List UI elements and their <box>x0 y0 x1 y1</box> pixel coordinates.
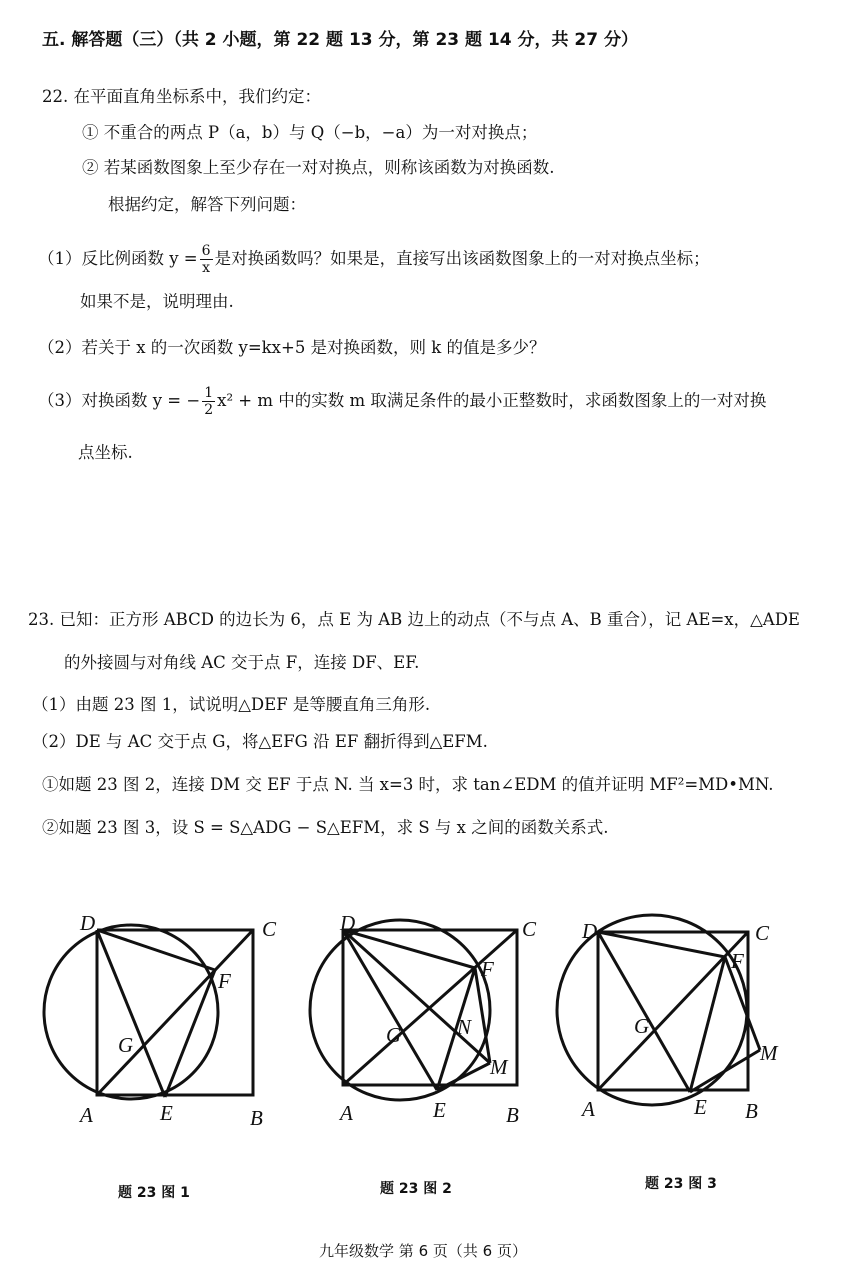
label-g: G <box>118 1033 134 1057</box>
q23-part2-2: ②如题 23 图 3，设 S = S△ADG − S△EFM，求 S 与 x 之间的函数关系式. <box>42 818 609 837</box>
label-c: C <box>262 917 277 941</box>
q22-lead: 根据约定，解答下列问题： <box>108 195 306 214</box>
label-a: A <box>80 1103 93 1127</box>
figure-3-caption: 题 23 图 3 <box>645 1176 717 1192</box>
figure-2 <box>310 920 517 1100</box>
q22-rule2: ② 若某函数图象上至少存在一对对换点，则称该函数为对换函数. <box>82 158 555 177</box>
label-n: N <box>457 1015 472 1039</box>
label-b: B <box>506 1103 519 1127</box>
q22-part1-a: （1）反比例函数 y = <box>38 249 198 268</box>
q22-part1-b: 是对换函数吗？如果是，直接写出该函数图象上的一对对换点坐标； <box>214 249 710 268</box>
label-g: G <box>386 1023 402 1047</box>
figure-1 <box>44 925 253 1099</box>
figure-2-caption: 题 23 图 2 <box>380 1181 452 1197</box>
label-d: D <box>340 911 356 935</box>
denominator: x <box>202 260 211 276</box>
diagonal-ac <box>598 932 748 1090</box>
label-e: E <box>694 1095 707 1119</box>
segment-ef <box>690 957 725 1092</box>
label-a: A <box>340 1101 353 1125</box>
figure-1-caption: 题 23 图 1 <box>118 1185 190 1201</box>
denominator: 2 <box>204 402 214 418</box>
label-d: D <box>80 911 96 935</box>
label-e: E <box>160 1101 173 1125</box>
label-b: B <box>745 1099 758 1123</box>
page-footer: 九年级数学 第 6 页（共 6 页） <box>319 1242 527 1260</box>
label-f: F <box>731 949 744 973</box>
q22-part1-c: 如果不是，说明理由. <box>80 292 234 311</box>
label-f: F <box>218 969 231 993</box>
q22-part3-b: x² + m 中的实数 m 取满足条件的最小正整数时，求函数图象上的一对对换 <box>217 391 767 410</box>
q23-part2-1: ①如题 23 图 2，连接 DM 交 EF 于点 N. 当 x=3 时，求 tan∠EDM 的值并证明 MF²=MD•MN. <box>42 775 774 794</box>
label-d: D <box>582 919 598 943</box>
segment-de <box>97 930 165 1097</box>
q22-part3-c: 点坐标. <box>78 443 133 462</box>
q22-rule1: ① 不重合的两点 P（a，b）与 Q（−b，−a）为一对对换点； <box>82 123 538 142</box>
q22-part3-a: （3）对换函数 y = − <box>38 391 201 410</box>
section-heading: 五. 解答题（三）（共 2 小题，第 22 题 13 分，第 23 题 14 分，共 27 分） <box>42 30 639 50</box>
q23-intro2: 的外接圆与对角线 AC 交于点 F，连接 DF、EF. <box>64 653 420 672</box>
segment-de <box>598 932 690 1092</box>
label-c: C <box>522 917 537 941</box>
label-g: G <box>634 1014 650 1038</box>
label-b: B <box>250 1106 263 1130</box>
q23-part1: （1）由题 23 图 1，试说明△DEF 是等腰直角三角形. <box>32 695 431 714</box>
segment-df <box>97 930 215 970</box>
label-f: F <box>481 957 494 981</box>
label-c: C <box>755 921 770 945</box>
numerator: 1 <box>204 385 214 401</box>
figure-3 <box>557 915 760 1105</box>
label-a: A <box>582 1097 595 1121</box>
numerator: 6 <box>201 243 211 259</box>
label-m: M <box>490 1055 508 1079</box>
q23-part2: （2）DE 与 AC 交于点 G，将△EFG 沿 EF 翻折得到△EFM. <box>32 732 488 751</box>
q22-intro: 22. 在平面直角坐标系中，我们约定： <box>42 87 321 106</box>
q23-intro: 23. 已知：正方形 ABCD 的边长为 6，点 E 为 AB 边上的动点（不与点 A、B 重合），记 AE=x，△ADE <box>28 610 800 629</box>
label-e: E <box>433 1098 446 1122</box>
segment-df <box>598 932 725 957</box>
q22-part2: （2）若关于 x 的一次函数 y=kx+5 是对换函数，则 k 的值是多少？ <box>38 338 546 357</box>
label-m: M <box>760 1041 778 1065</box>
